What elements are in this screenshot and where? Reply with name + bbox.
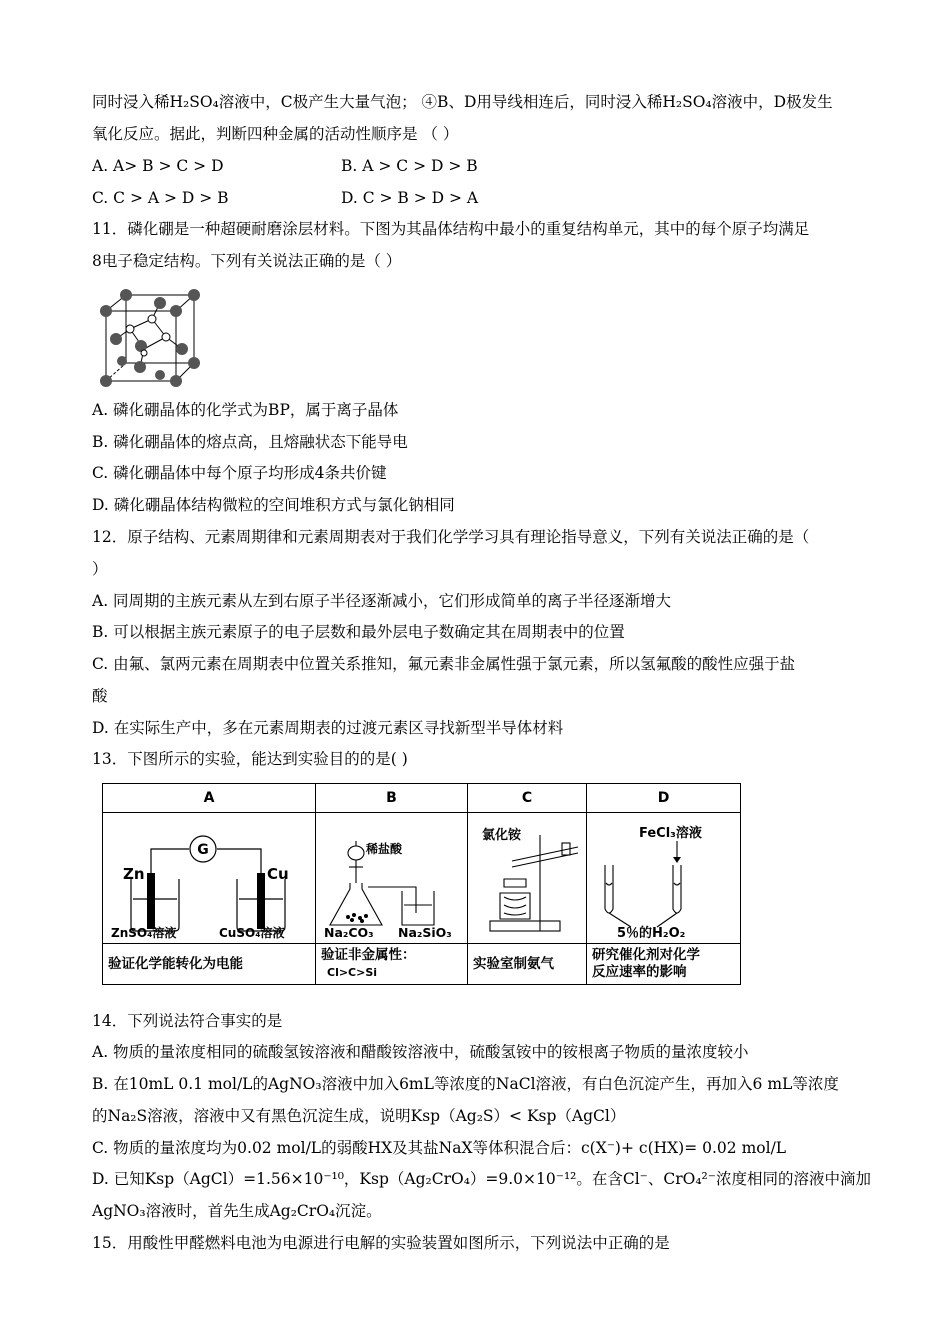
na2co3-label: Na₂CO₃ — [324, 925, 374, 939]
header-d: D — [587, 784, 741, 813]
q12-option-a: A. 同周期的主族元素从左到右原子半径逐渐减小，它们形成简单的离子半径逐渐增大 — [92, 592, 672, 610]
q11-option-c: C. 磷化硼晶体中每个原子均形成4条共价键 — [92, 464, 387, 482]
cu-label: Cu — [267, 865, 289, 883]
q10-option-a: A. A> B > C > D — [92, 157, 224, 175]
q15-stem: 15．用酸性甲醛燃料电池为电源进行电解的实验装置如图所示，下列说法中正确的是 — [92, 1234, 670, 1252]
caption-a: 验证化学能转化为电能 — [103, 944, 316, 985]
q14-option-d-line1: D. 已知Ksp（AgCl）=1.56×10⁻¹⁰，Ksp（Ag₂CrO₄）=9.0×10⁻¹²。在含Cl⁻、CrO₄²⁻浓度相同的溶液中滴加 — [92, 1170, 871, 1188]
caption-c: 实验室制氨气 — [468, 944, 587, 985]
q12-option-d: D. 在实际生产中，多在元素周期表的过渡元素区寻找新型半导体材料 — [92, 719, 564, 737]
caption-d — [587, 944, 741, 985]
q12-line2: ） — [92, 560, 108, 578]
q10-option-b: B. A > C > D > B — [341, 157, 478, 175]
header-a: A — [103, 784, 316, 813]
na2sio3-label: Na₂SiO₃ — [398, 925, 452, 939]
q10-options-row1 — [92, 156, 478, 176]
q11-option-a: A. 磷化硼晶体的化学式为BP，属于离子晶体 — [92, 401, 399, 419]
experiment-table — [102, 783, 741, 985]
q10-line1: 同时浸入稀H₂SO₄溶液中，C极产生大量气泡； ④B、D用导线相连后，同时浸入稀H₂SO₄溶液中，D极发生 — [92, 93, 833, 111]
q12-option-c-line2: 酸 — [92, 687, 108, 705]
q14-option-b-line1: B. 在10mL 0.1 mol/L的AgNO₃溶液中加入6mL等浓度的NaCl溶液，有白色沉淀产生，再加入6 mL等浓度 — [92, 1075, 839, 1093]
caption-b-line1: 验证非金属性： — [321, 947, 416, 963]
figure-b-acid-strength — [316, 813, 468, 944]
q14-option-a: A. 物质的量浓度相同的硫酸氢铵溶液和醋酸铵溶液中，硫酸氢铵中的铵根离子物质的量浓度较小 — [92, 1043, 749, 1061]
hcl-label: 稀盐酸 — [366, 842, 403, 856]
caption-d-line2: 反应速率的影响 — [592, 964, 687, 980]
q14-option-c: C. 物质的量浓度均为0.02 mol/L的弱酸HX及其盐NaX等体积混合后：c(X⁻)+ c(HX)= 0.02 mol/L — [92, 1139, 787, 1157]
fecl3-label: FeCl₃溶液 — [639, 826, 702, 841]
galvanometer-label: G — [197, 842, 209, 858]
caption-d-line1: 研究催化剂对化学 — [592, 947, 700, 963]
figure-a-galvanic-cell — [103, 813, 316, 944]
zn-label: Zn — [123, 865, 145, 883]
q12-option-c-line1: C. 由氟、氯两元素在周期表中位置关系推知，氟元素非金属性强于氯元素，所以氢氟酸的酸性应强于盐 — [92, 655, 796, 673]
q12-option-b: B. 可以根据主族元素原子的电子层数和最外层电子数确定其在周期表中的位置 — [92, 623, 625, 641]
caption-b-line2: Cl>C>Si — [327, 966, 378, 979]
q11-option-d: D. 磷化硼晶体结构微粒的空间堆积方式与氯化钠相同 — [92, 496, 455, 514]
znso4-label: ZnSO₄溶液 — [111, 926, 177, 939]
caption-b — [316, 944, 468, 985]
q11-line2: 8电子稳定结构。下列有关说法正确的是（ ） — [92, 252, 402, 270]
q10-option-c: C. C > A > D > B — [92, 189, 229, 207]
q10-option-d: D. C > B > D > A — [341, 189, 479, 207]
q10-options-row2 — [92, 188, 479, 208]
figure-d-catalyst — [587, 813, 741, 944]
boron-phosphide-unit-cell-figure — [100, 289, 200, 389]
h2o2-label: 5％的H₂O₂ — [617, 926, 686, 939]
q12-line1: 12．原子结构、元素周期律和元素周期表对于我们化学学习具有理论指导意义，下列有关说法正确的是（ — [92, 528, 810, 546]
q11-option-b: B. 磷化硼晶体的熔点高，且熔融状态下能导电 — [92, 433, 408, 451]
figure-c-ammonia-prep — [468, 813, 587, 944]
q14-option-b-line2: 的Na₂S溶液，溶液中又有黑色沉淀生成，说明Ksp（Ag₂S）< Ksp（AgCl） — [92, 1107, 626, 1125]
header-b: B — [316, 784, 468, 813]
q10-line2: 氧化反应。据此，判断四种金属的活动性顺序是 （ ） — [92, 125, 459, 143]
cuso4-label: CuSO₄溶液 — [219, 926, 285, 939]
header-c: C — [468, 784, 587, 813]
q14-stem: 14．下列说法符合事实的是 — [92, 1012, 283, 1030]
q13-stem: 13．下图所示的实验，能达到实验目的的是( ) — [92, 750, 408, 768]
nh4cl-label: 氯化铵 — [482, 828, 522, 843]
q11-line1: 11．磷化硼是一种超硬耐磨涂层材料。下图为其晶体结构中最小的重复结构单元，其中的每个原子均满足 — [92, 220, 810, 238]
q14-option-d-line2: AgNO₃溶液时，首先生成Ag₂CrO₄沉淀。 — [92, 1202, 382, 1220]
